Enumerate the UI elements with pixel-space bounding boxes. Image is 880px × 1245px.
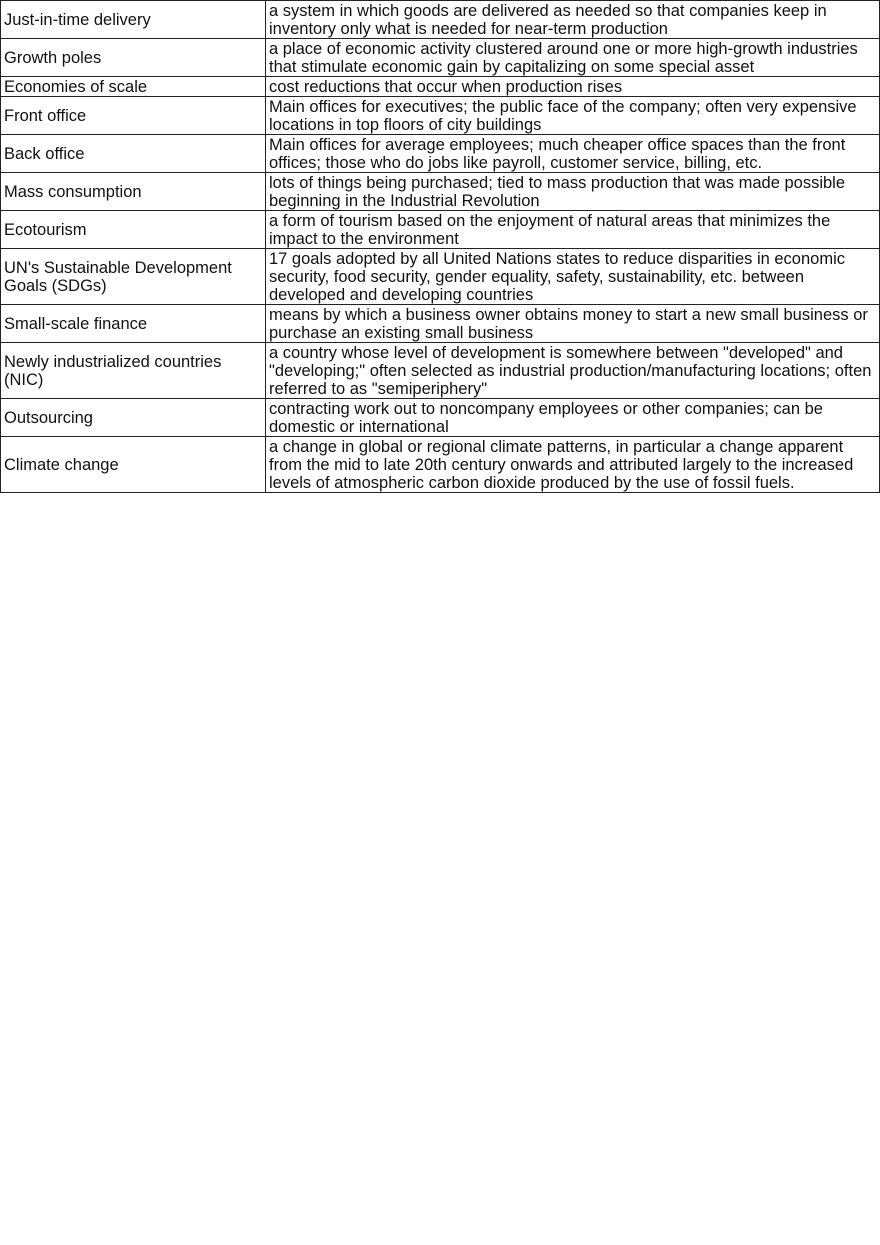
- table-row: [1, 97, 880, 135]
- definition-cell: a change in global or regional climate patterns, in particular a change apparent from the mid to late 20th century onwards and attributed largely to the increased levels of atmospheric carbon dioxide produced by the use of fossil fuels.: [266, 437, 880, 493]
- term-cell: Growth poles: [1, 39, 266, 77]
- definition-cell: Main offices for executives; the public face of the company; often very expensive locations in top floors of city buildings: [266, 97, 880, 135]
- table-row: [1, 39, 880, 77]
- table-row: [1, 1, 880, 39]
- term-cell: Mass consumption: [1, 173, 266, 211]
- table-row: [1, 77, 880, 97]
- table-row: [1, 135, 880, 173]
- term-cell: UN's Sustainable Development Goals (SDGs): [1, 249, 266, 305]
- definition-cell: cost reductions that occur when production rises: [266, 77, 880, 97]
- definition-cell: a country whose level of development is somewhere between "developed" and "developing;" often selected as industrial production/manufacturing locations; often referred to as "semiperiphery": [266, 343, 880, 399]
- definition-cell: means by which a business owner obtains money to start a new small business or purchase an existing small business: [266, 305, 880, 343]
- definition-cell: contracting work out to noncompany employees or other companies; can be domestic or international: [266, 399, 880, 437]
- table-row: [1, 399, 880, 437]
- definition-cell: 17 goals adopted by all United Nations states to reduce disparities in economic security, food security, gender equality, safety, sustainability, etc. between developed and developing countries: [266, 249, 880, 305]
- term-cell: Ecotourism: [1, 211, 266, 249]
- table-row: [1, 173, 880, 211]
- definition-cell: a system in which goods are delivered as needed so that companies keep in inventory only what is needed for near-term production: [266, 1, 880, 39]
- term-cell: Small-scale finance: [1, 305, 266, 343]
- table-row: [1, 305, 880, 343]
- term-cell: Outsourcing: [1, 399, 266, 437]
- term-cell: Just-in-time delivery: [1, 1, 266, 39]
- term-cell: Economies of scale: [1, 77, 266, 97]
- term-cell: Climate change: [1, 437, 266, 493]
- table-row: [1, 343, 880, 399]
- table-row: [1, 437, 880, 493]
- table-row: [1, 211, 880, 249]
- definition-cell: lots of things being purchased; tied to mass production that was made possible beginning in the Industrial Revolution: [266, 173, 880, 211]
- glossary-table: [0, 0, 880, 493]
- term-cell: Back office: [1, 135, 266, 173]
- definition-cell: a place of economic activity clustered around one or more high-growth industries that stimulate economic gain by capitalizing on some special asset: [266, 39, 880, 77]
- term-cell: Front office: [1, 97, 266, 135]
- definition-cell: a form of tourism based on the enjoyment of natural areas that minimizes the impact to the environment: [266, 211, 880, 249]
- table-row: [1, 249, 880, 305]
- term-cell: Newly industrialized countries (NIC): [1, 343, 266, 399]
- definition-cell: Main offices for average employees; much cheaper office spaces than the front offices; those who do jobs like payroll, customer service, billing, etc.: [266, 135, 880, 173]
